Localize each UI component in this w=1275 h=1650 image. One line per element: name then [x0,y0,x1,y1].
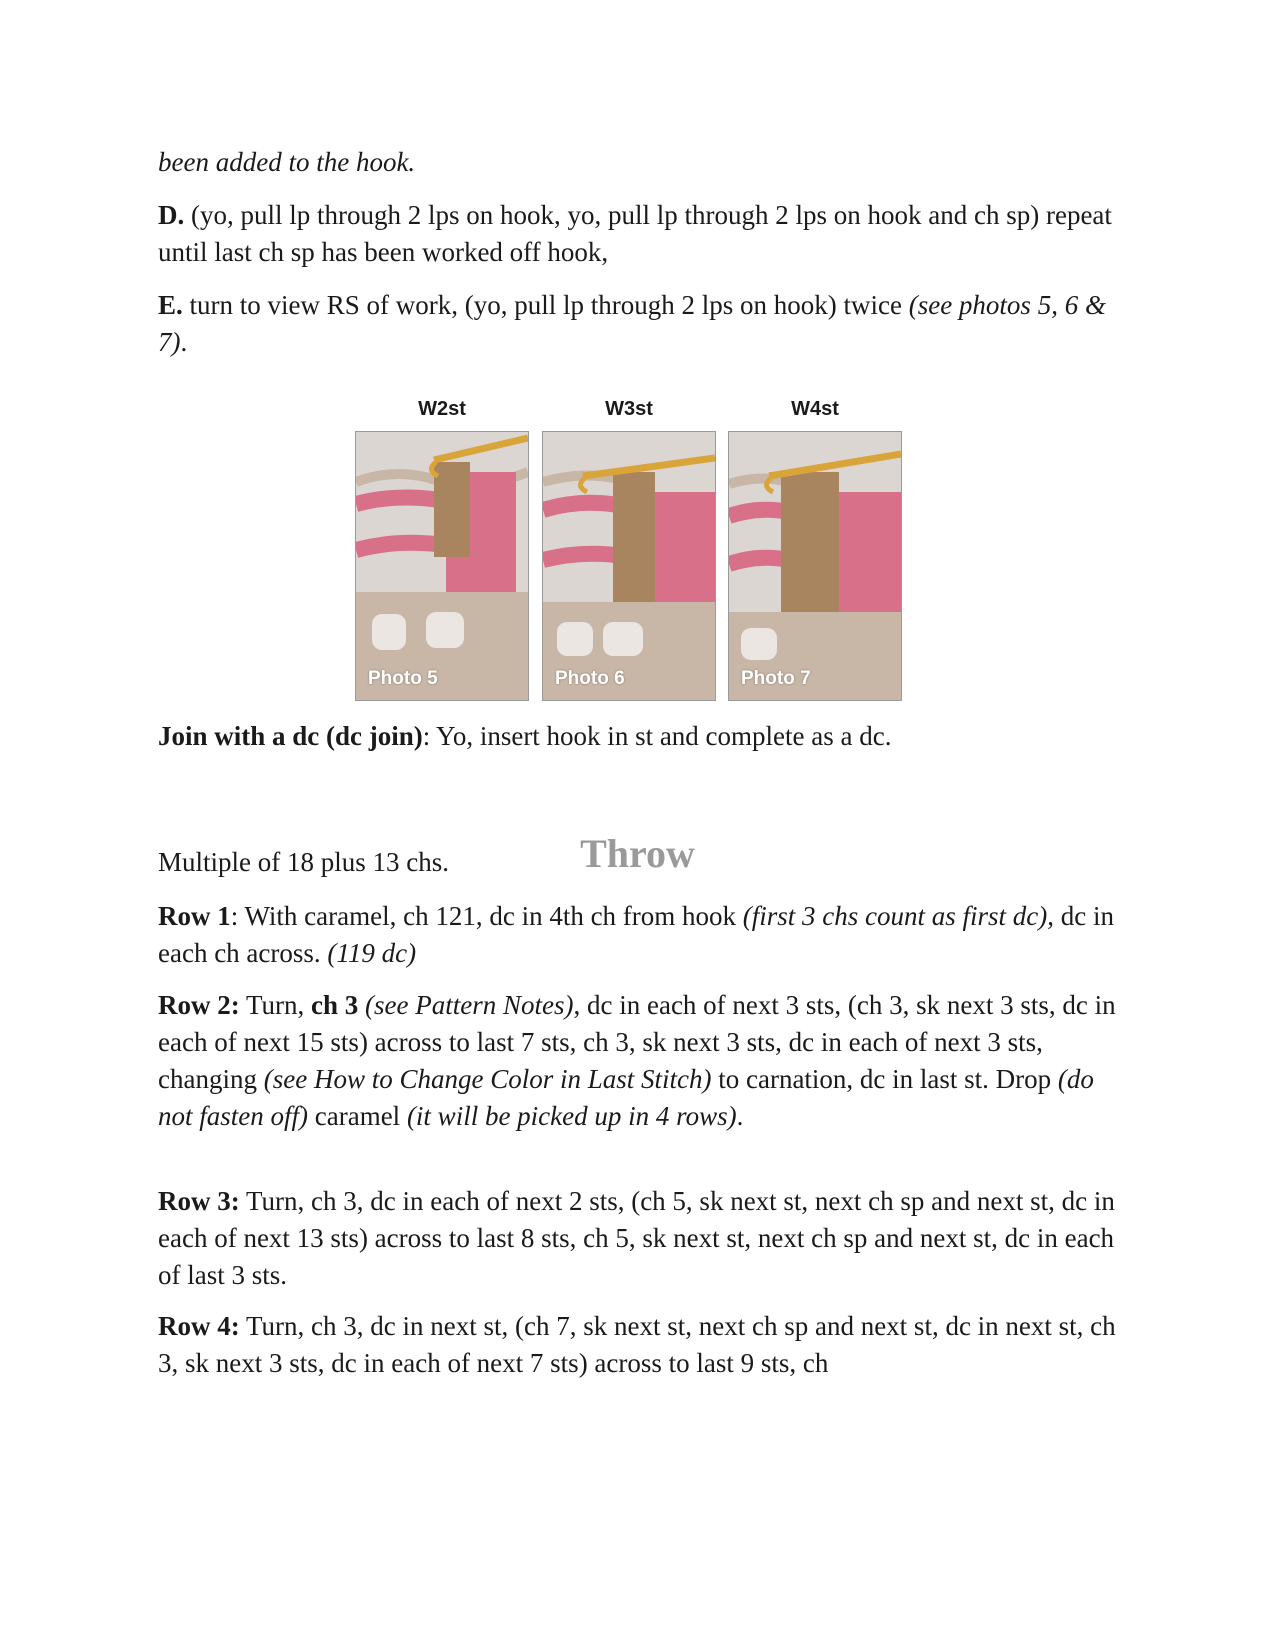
crochet-photo-icon [356,432,528,700]
step-d [158,197,1118,271]
row-2-label: Row 2: [158,990,240,1020]
photo-6-title: W3st [605,398,653,420]
row-1-label: Row 1 [158,901,231,931]
continuation-text: been added to the hook. [158,147,416,177]
step-e-label: E. [158,290,183,320]
crochet-photo-icon [543,432,715,700]
row-3: Row 3: Turn, ch 3, dc in each of next 2 sts, (ch 5, sk next st, next ch sp and next st, dc in each of next 13 sts) across to last 8 sts, ch 5, sk next st, next ch sp and next st, dc in each of last 3 sts. [158,1186,1115,1290]
row-4: Row 4: Turn, ch 3, dc in next st, (ch 7, sk next st, next ch sp and next st, dc in next st, ch 3, sk next 3 sts, dc in each of next 7 sts) across to last 9 sts, ch [158,1311,1116,1378]
step-e-text: turn to view RS of work, (yo, pull lp through 2 lps on hook) twice [182,290,909,320]
photo-5-image [355,431,529,701]
multiple-note: Multiple of 18 plus 13 chs. [158,847,449,877]
photo-7-image [728,431,902,701]
dc-join-definition [158,718,1118,755]
dc-join-label: Join with a dc (dc join) [158,721,423,751]
row-4-label: Row 4: [158,1311,240,1341]
photo-7-title: W4st [791,398,839,420]
step-e: E. turn to view RS of work, (yo, pull lp through 2 lps on hook) twice (see photos 5, 6 & 7). [158,290,1106,357]
step-d-text: (yo, pull lp through 2 lps on hook, yo, pull lp through 2 lps on hook and ch sp) repeat until last ch sp has been worked off hook, [158,200,1112,267]
photo-6-caption: Photo 6 [555,668,625,689]
photo-7-caption: Photo 7 [741,668,811,689]
photo-5-title: W2st [418,398,466,420]
photo-strip [355,398,915,708]
section-heading: Throw [580,831,695,876]
photo-6-image [542,431,716,701]
row-3-label: Row 3: [158,1186,240,1216]
step-e-note: (see photos 5, 6 & 7) [158,290,1106,357]
crochet-photo-icon [729,432,901,700]
row-1: Row 1: With caramel, ch 121, dc in 4th ch from hook (first 3 chs count as first dc), dc in each ch across. (119 dc) [158,901,1115,968]
row-2: Row 2: Turn, ch 3 (see Pattern Notes), dc in each of next 3 sts, (ch 3, sk next 3 sts, dc in each of next 15 sts) across to last 7 sts, ch 3, sk next 3 sts, dc in each of next 3 sts, changing (see How to Change Color in Last Stitch) to carnation, dc in last st. Drop (do not fasten off) caramel (it will be picked up in 4 rows). [158,990,1116,1131]
step-d-label: D. [158,200,185,230]
photo-5-caption: Photo 5 [368,668,438,689]
dc-join-text: : Yo, insert hook in st and complete as a dc. [422,721,892,751]
